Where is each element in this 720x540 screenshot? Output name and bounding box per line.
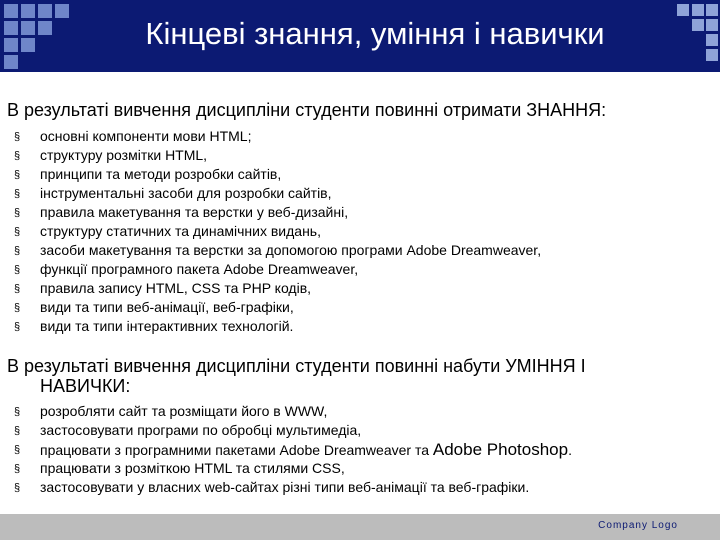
skills-heading [7,356,586,396]
list-item: § розробляти сайт та розміщати його в WWW, [14,402,572,421]
bullet-icon: § [14,321,21,333]
list-item: § засоби макетування та верстки за допомогою програми Adobe Dreamweaver, [14,241,541,260]
decor-square [4,38,18,52]
decor-square [706,49,718,61]
decor-square [706,34,718,46]
list-item: § принципи та методи розробки сайтів, [14,165,541,184]
decor-square [38,21,52,35]
list-item: § правила запису HTML, CSS та PHP кодів, [14,279,541,298]
list-item: § структуру розмітки HTML, [14,146,541,165]
bullet-icon: § [14,283,21,295]
bullet-icon: § [14,131,21,143]
bullet-icon: § [14,169,21,181]
list-item: § застосовувати програми по обробці мультимедіа, [14,421,572,440]
footer-bar [0,514,720,540]
list-item: § структуру статичних та динамічних видань, [14,222,541,241]
bullet-icon: § [14,150,21,162]
bullet-icon: § [14,188,21,200]
decor-square [55,4,69,18]
bullet-icon: § [14,444,21,456]
list-item: § застосовувати у власних web-сайтах різні типи веб-анімації та веб-графіки. [14,478,572,497]
decor-square [692,19,704,31]
company-logo-text: Company Logo [598,520,678,531]
decor-square [21,21,35,35]
list-item: § види та типи інтерактивних технологій. [14,317,541,336]
skills-list [14,402,572,497]
list-item: § правила макетування та верстки у веб-дизайні, [14,203,541,222]
decor-square [4,21,18,35]
knowledge-list [14,127,541,336]
slide-title: Кінцеві знання, уміння і навички [145,16,605,51]
decor-square [21,38,35,52]
decor-square [21,4,35,18]
bullet-icon: § [14,207,21,219]
list-item: § функції програмного пакета Adobe Dreamweaver, [14,260,541,279]
list-item: § працювати з програмними пакетами Adobe Dreamweaver та Adobe Photoshop. [14,440,572,459]
skills-heading-line2: НАВИЧКИ: [40,376,131,396]
bullet-icon: § [14,245,21,257]
decor-square [692,4,704,16]
decor-square [4,55,18,69]
decor-square [706,19,718,31]
list-item: § основні компоненти мови HTML; [14,127,541,146]
bullet-icon: § [14,302,21,314]
knowledge-heading: В результаті вивчення дисципліни студенти повинні отримати ЗНАННЯ: [7,100,607,120]
decor-square [4,4,18,18]
bullet-icon: § [14,406,21,418]
skills-heading-line1: В результаті вивчення дисципліни студенти повинні набути УМІННЯ І [7,356,586,376]
bullet-icon: § [14,264,21,276]
bullet-icon: § [14,425,21,437]
bullet-icon: § [14,226,21,238]
list-item: § працювати з розміткою HTML та стилями CSS, [14,459,572,478]
list-item: § інструментальні засоби для розробки сайтів, [14,184,541,203]
bullet-icon: § [14,482,21,494]
decor-square [38,4,52,18]
decor-square [706,4,718,16]
bullet-icon: § [14,463,21,475]
title-bar [0,0,720,72]
list-item: § види та типи веб-анімації, веб-графіки, [14,298,541,317]
